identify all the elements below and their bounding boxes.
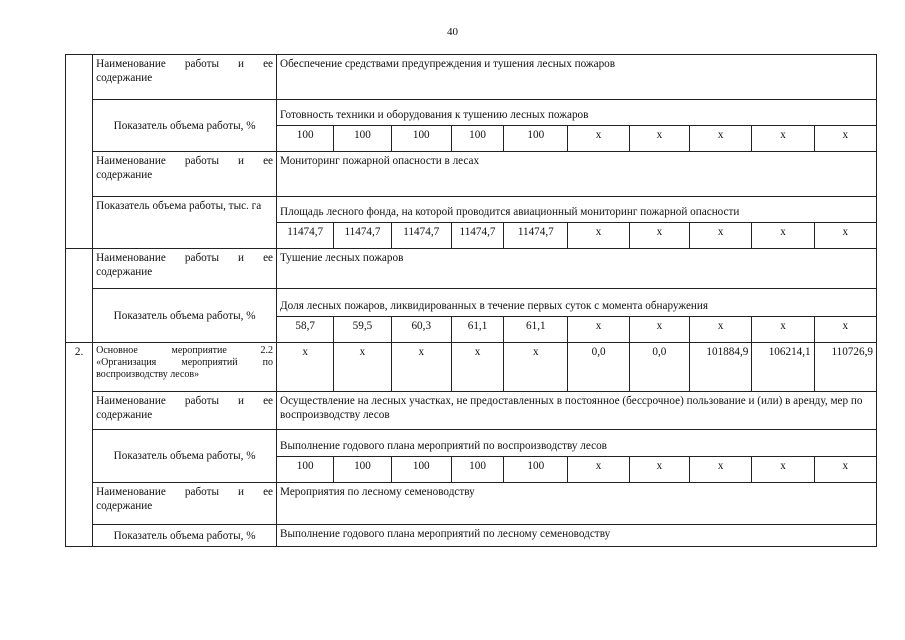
value-cell: 58,7 — [277, 317, 334, 343]
value-cell: 11474,7 — [391, 223, 451, 249]
value-cell: 100 — [334, 457, 391, 483]
work-name-text: Осуществление на лесных участках, не предоставленных в постоянное (бессрочное) пользование и (или) в аренду, мер по воспроизводству лесов — [277, 392, 877, 430]
table-row — [66, 289, 877, 317]
value-cell: x — [568, 457, 629, 483]
table-row — [66, 525, 877, 547]
value-cell: 100 — [504, 457, 568, 483]
value-cell: 106214,1 — [752, 343, 814, 392]
page-number: 40 — [447, 26, 458, 38]
indicator-text: Выполнение годового плана мероприятий по лесному семеноводству — [277, 525, 877, 547]
indicator-text: Площадь лесного фонда, на которой проводится авиационный мониторинг пожарной опасности — [277, 197, 877, 223]
table-row — [66, 430, 877, 457]
work-name-label: Наименование работы и ее содержание — [93, 483, 277, 525]
row-number-cell: 2. — [66, 343, 93, 547]
work-name-label: Наименование работы и ее содержание — [93, 55, 277, 100]
value-cell: 100 — [391, 126, 451, 152]
table-row — [66, 249, 877, 289]
work-name-label: Наименование работы и ее содержание — [93, 152, 277, 197]
value-cell: 100 — [451, 126, 503, 152]
value-cell: x — [752, 223, 814, 249]
value-cell: 11474,7 — [334, 223, 391, 249]
value-cell: x — [277, 343, 334, 392]
value-cell: 100 — [391, 457, 451, 483]
main-measure-label: Основное мероприятие 2.2 «Организация мероприятий по воспроизводству лесов» — [93, 343, 277, 392]
value-cell: x — [568, 126, 629, 152]
value-cell: x — [629, 126, 689, 152]
row-number-cell — [66, 55, 93, 249]
value-cell: 110726,9 — [814, 343, 876, 392]
indicator-label: Показатель объема работы, % — [93, 289, 277, 343]
value-cell: x — [752, 317, 814, 343]
measures-table — [65, 54, 877, 547]
value-cell: x — [814, 317, 876, 343]
value-cell: 100 — [334, 126, 391, 152]
work-name-label: Наименование работы и ее содержание — [93, 249, 277, 289]
value-cell: 0,0 — [629, 343, 689, 392]
value-cell: x — [451, 343, 503, 392]
value-cell: x — [629, 457, 689, 483]
value-cell: x — [690, 317, 752, 343]
value-cell: x — [629, 223, 689, 249]
value-cell: 0,0 — [568, 343, 629, 392]
table-row — [66, 483, 877, 525]
value-cell: 60,3 — [391, 317, 451, 343]
value-cell: 100 — [277, 457, 334, 483]
indicator-text: Готовность техники и оборудования к тушению лесных пожаров — [277, 100, 877, 126]
indicator-label: Показатель объема работы, % — [93, 525, 277, 547]
value-cell: x — [814, 126, 876, 152]
row-number-cell — [66, 289, 93, 343]
work-name-text: Обеспечение средствами предупреждения и тушения лесных пожаров — [277, 55, 877, 100]
value-cell: 59,5 — [334, 317, 391, 343]
value-cell: x — [334, 343, 391, 392]
row-number-cell — [66, 249, 93, 289]
indicator-text: Доля лесных пожаров, ликвидированных в течение первых суток с момента обнаружения — [277, 289, 877, 317]
value-cell: 11474,7 — [451, 223, 503, 249]
work-name-text: Мероприятия по лесному семеноводству — [277, 483, 877, 525]
value-cell: x — [391, 343, 451, 392]
value-cell: x — [629, 317, 689, 343]
indicator-label: Показатель объема работы, % — [93, 100, 277, 152]
value-cell: x — [504, 343, 568, 392]
value-cell: 11474,7 — [504, 223, 568, 249]
value-cell: x — [568, 223, 629, 249]
value-cell: x — [814, 457, 876, 483]
table-row — [66, 392, 877, 430]
value-cell: x — [814, 223, 876, 249]
value-cell: x — [690, 223, 752, 249]
value-cell: x — [568, 317, 629, 343]
table-row — [66, 197, 877, 223]
table-row — [66, 100, 877, 126]
table-row — [66, 55, 877, 100]
indicator-label: Показатель объема работы, тыс. га — [93, 197, 277, 249]
work-name-text: Тушение лесных пожаров — [277, 249, 877, 289]
value-cell: 101884,9 — [690, 343, 752, 392]
value-cell: x — [752, 457, 814, 483]
indicator-text: Выполнение годового плана мероприятий по воспроизводству лесов — [277, 430, 877, 457]
table-row — [66, 343, 877, 392]
work-name-text: Мониторинг пожарной опасности в лесах — [277, 152, 877, 197]
indicator-label: Показатель объема работы, % — [93, 430, 277, 483]
value-cell: 100 — [277, 126, 334, 152]
value-cell: x — [690, 457, 752, 483]
value-cell: 100 — [504, 126, 568, 152]
work-name-label: Наименование работы и ее содержание — [93, 392, 277, 430]
value-cell: x — [752, 126, 814, 152]
value-cell: x — [690, 126, 752, 152]
value-cell: 100 — [451, 457, 503, 483]
value-cell: 61,1 — [504, 317, 568, 343]
table-row — [66, 152, 877, 197]
value-cell: 61,1 — [451, 317, 503, 343]
value-cell: 11474,7 — [277, 223, 334, 249]
